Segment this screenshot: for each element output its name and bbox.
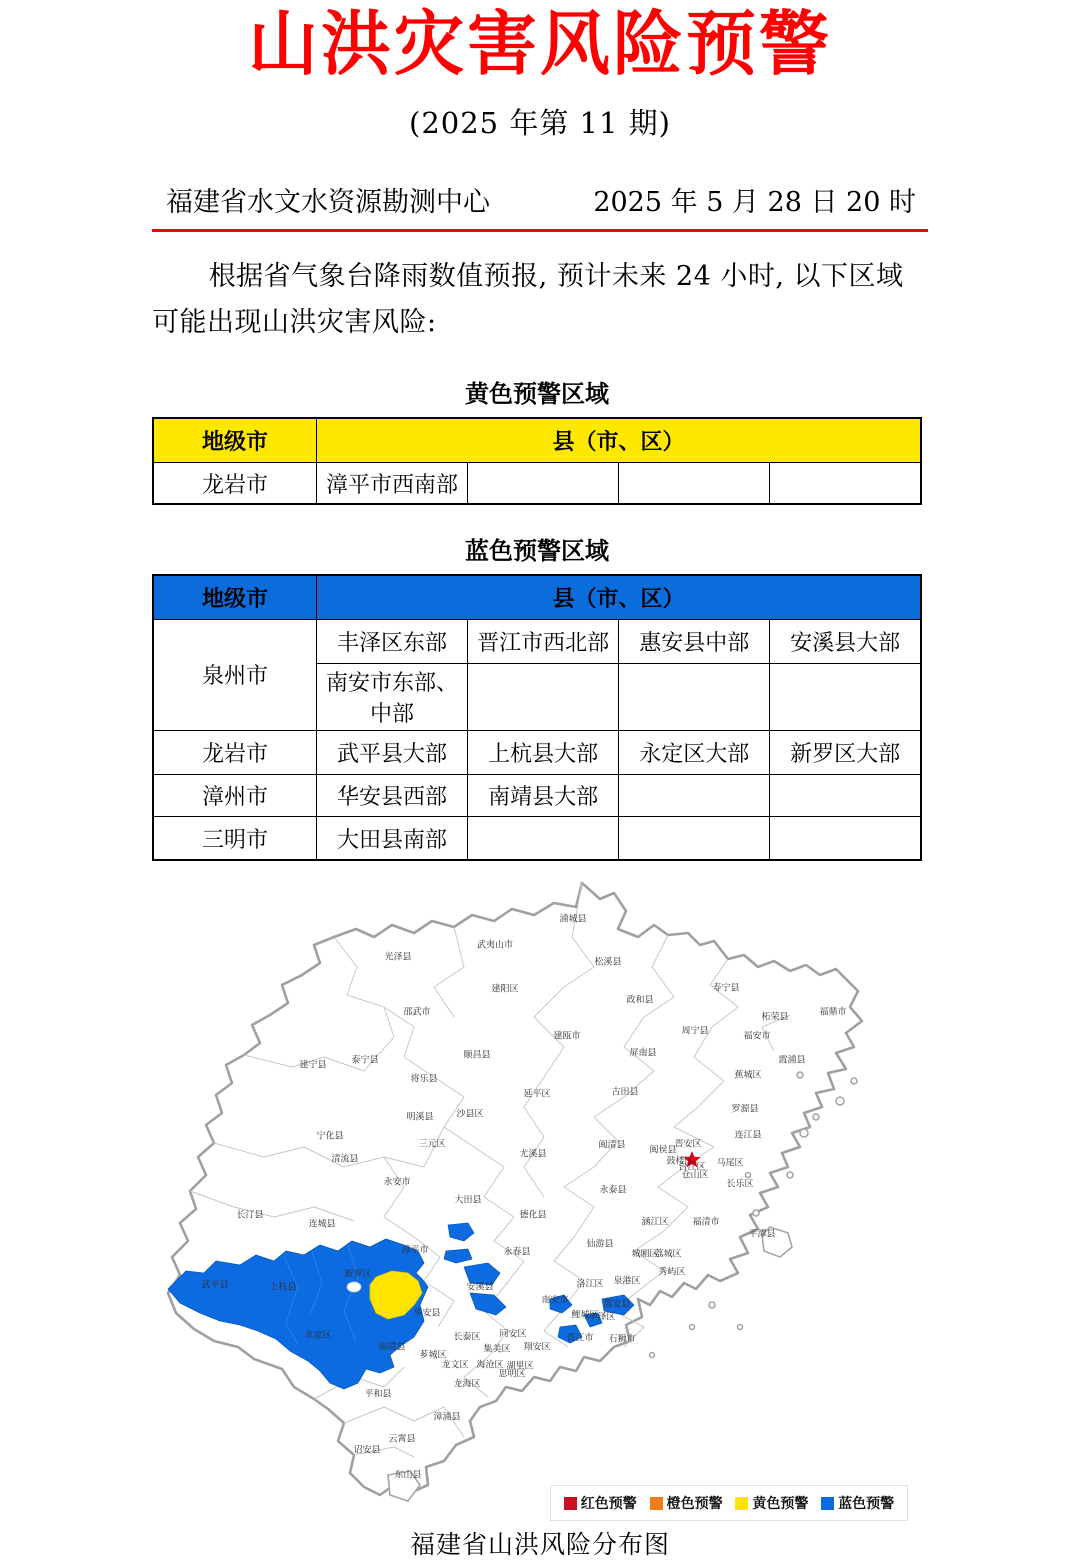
map-county-label: 德化县 bbox=[519, 1210, 547, 1221]
county-cell bbox=[770, 663, 921, 730]
county-cell bbox=[468, 462, 619, 504]
fujian-map bbox=[152, 875, 908, 1523]
map-county-label: 台江区 bbox=[678, 1162, 706, 1173]
county-cell bbox=[770, 462, 921, 504]
map-county-label: 集美区 bbox=[483, 1344, 511, 1355]
legend-item bbox=[650, 1493, 723, 1513]
map-county-label: 顺昌县 bbox=[463, 1050, 491, 1061]
legend-label: 橙色预警 bbox=[666, 1496, 723, 1513]
map-legend bbox=[550, 1485, 908, 1521]
map-county-label: 新罗区 bbox=[344, 1269, 372, 1280]
map-county-label: 永春县 bbox=[503, 1247, 531, 1258]
map-county-label: 丰泽区 bbox=[588, 1312, 616, 1323]
county-cell bbox=[468, 663, 619, 730]
map-county-label: 永安市 bbox=[383, 1177, 411, 1188]
map-county-label: 漳平市 bbox=[401, 1245, 429, 1256]
map-county-label: 芗城区 bbox=[419, 1350, 447, 1361]
map-caption: 福建省山洪风险分布图 bbox=[409, 1530, 670, 1560]
map-county-label: 浦城县 bbox=[559, 914, 587, 925]
map-county-label: 翔安区 bbox=[523, 1342, 551, 1353]
map-svg bbox=[152, 875, 908, 1523]
map-county-label: 城厢区 bbox=[631, 1249, 659, 1260]
map-county-label: 平和县 bbox=[364, 1389, 392, 1400]
map-county-label: 诏安县 bbox=[353, 1445, 381, 1456]
issue-number: (2025 年第 11 期) bbox=[409, 105, 671, 140]
map-county-label: 沙县区 bbox=[456, 1109, 484, 1120]
issue-datetime: 2025 年 5 月 28 日 20 时 bbox=[593, 186, 916, 218]
legend-swatch-icon bbox=[821, 1497, 834, 1510]
map-county-label: 古田县 bbox=[611, 1087, 639, 1098]
county-cell bbox=[619, 816, 770, 860]
map-county-label: 思明区 bbox=[498, 1369, 526, 1380]
map-county-label: 南安市 bbox=[541, 1295, 569, 1306]
map-county-label: 屏南县 bbox=[629, 1048, 657, 1059]
map-county-label: 泉港区 bbox=[613, 1276, 641, 1287]
map-county-label: 湖里区 bbox=[506, 1361, 534, 1372]
map-county-label: 建阳区 bbox=[491, 984, 519, 995]
county-cell: 漳平市西南部 bbox=[317, 462, 468, 504]
county-cell bbox=[619, 774, 770, 816]
legend-label: 蓝色预警 bbox=[838, 1496, 895, 1513]
map-county-label: 福鼎市 bbox=[819, 1007, 847, 1018]
county-cell: 晋江市西北部 bbox=[468, 619, 619, 663]
map-county-label: 政和县 bbox=[626, 995, 654, 1006]
yellow-warning-table bbox=[152, 417, 922, 505]
county-cell: 华安县西部 bbox=[317, 774, 468, 816]
legend-swatch-icon bbox=[564, 1497, 577, 1510]
county-cell: 新罗区大部 bbox=[770, 730, 921, 774]
city-cell: 龙岩市 bbox=[153, 462, 317, 504]
city-cell: 漳州市 bbox=[153, 774, 317, 816]
document-header bbox=[152, 180, 928, 232]
map-county-label: 闽侯县 bbox=[649, 1145, 677, 1156]
legend-swatch-icon bbox=[735, 1497, 748, 1510]
col-header-city: 地级市 bbox=[153, 575, 317, 619]
map-county-label: 长泰区 bbox=[453, 1332, 481, 1343]
blue-warning-table bbox=[152, 574, 922, 861]
map-county-label: 罗源县 bbox=[731, 1104, 759, 1115]
city-cell: 三明市 bbox=[153, 816, 317, 860]
map-county-label: 光泽县 bbox=[384, 952, 412, 963]
map-county-label: 永定区 bbox=[304, 1330, 332, 1341]
map-county-label: 龙文区 bbox=[441, 1360, 469, 1371]
map-county-label: 闽清县 bbox=[598, 1140, 626, 1151]
map-county-label: 明溪县 bbox=[406, 1112, 434, 1123]
map-county-label: 仙游县 bbox=[586, 1239, 614, 1250]
map-county-label: 晋江市 bbox=[566, 1333, 594, 1344]
map-county-label: 秀屿区 bbox=[658, 1267, 686, 1278]
map-county-label: 泰宁县 bbox=[351, 1055, 379, 1066]
map-county-label: 仓山区 bbox=[681, 1170, 709, 1181]
county-cell: 南靖县大部 bbox=[468, 774, 619, 816]
county-cell bbox=[770, 816, 921, 860]
legend-label: 红色预警 bbox=[580, 1496, 637, 1513]
map-county-label: 邵武市 bbox=[403, 1007, 431, 1018]
map-county-label: 宁化县 bbox=[316, 1131, 344, 1142]
col-header-city: 地级市 bbox=[153, 418, 317, 462]
map-county-label: 松溪县 bbox=[594, 957, 622, 968]
county-cell bbox=[468, 816, 619, 860]
county-cell: 大田县南部 bbox=[317, 816, 468, 860]
legend-item bbox=[821, 1493, 894, 1513]
county-cell: 惠安县中部 bbox=[619, 619, 770, 663]
map-county-label: 龙海区 bbox=[453, 1379, 481, 1390]
county-cell: 永定区大部 bbox=[619, 730, 770, 774]
county-cell bbox=[770, 774, 921, 816]
city-cell: 泉州市 bbox=[153, 619, 317, 730]
map-county-label: 长汀县 bbox=[236, 1210, 264, 1221]
map-county-label: 福清市 bbox=[692, 1217, 720, 1228]
map-county-label: 华安县 bbox=[413, 1308, 441, 1319]
map-county-label: 同安区 bbox=[499, 1329, 527, 1340]
legend-swatch-icon bbox=[650, 1497, 663, 1510]
map-county-label: 永泰县 bbox=[599, 1185, 627, 1196]
map-hole-xinluo bbox=[347, 1282, 361, 1292]
county-cell: 丰泽区东部 bbox=[317, 619, 468, 663]
col-header-county: 县（市、区） bbox=[317, 575, 922, 619]
city-cell: 龙岩市 bbox=[153, 730, 317, 774]
map-county-label: 将乐县 bbox=[410, 1074, 438, 1085]
map-county-label: 清流县 bbox=[331, 1154, 359, 1165]
map-county-label: 建宁县 bbox=[299, 1060, 327, 1071]
map-county-label: 福安市 bbox=[743, 1031, 771, 1042]
map-county-label: 上杭县 bbox=[269, 1282, 297, 1293]
map-county-label: 云霄县 bbox=[388, 1434, 416, 1445]
map-county-label: 蕉城区 bbox=[734, 1070, 762, 1081]
blue-table-title: 蓝色预警区域 bbox=[465, 536, 609, 566]
map-county-label: 惠安县 bbox=[603, 1299, 631, 1310]
map-county-label: 尤溪县 bbox=[519, 1149, 547, 1160]
intro-paragraph: 根据省气象台降雨数值预报, 预计未来 24 小时, 以下区域可能出现山洪灾害风险: bbox=[152, 260, 904, 338]
map-county-label: 海沧区 bbox=[476, 1360, 504, 1371]
legend-item bbox=[735, 1493, 808, 1513]
legend-label: 黄色预警 bbox=[752, 1496, 809, 1513]
map-county-label: 石狮市 bbox=[608, 1334, 636, 1345]
map-county-label: 连城县 bbox=[308, 1219, 336, 1230]
map-county-label: 武夷山市 bbox=[476, 940, 514, 951]
map-county-label: 柘荣县 bbox=[761, 1012, 789, 1023]
map-county-label: 武平县 bbox=[201, 1280, 229, 1291]
map-county-label: 晋安区 bbox=[674, 1139, 702, 1150]
map-county-label: 安溪县 bbox=[466, 1282, 494, 1293]
map-county-label: 荔城区 bbox=[654, 1249, 682, 1260]
map-county-label: 连江县 bbox=[734, 1130, 762, 1141]
map-county-label: 大田县 bbox=[454, 1195, 482, 1206]
page-title: 山洪灾害风险预警 bbox=[248, 2, 832, 85]
map-county-label: 长乐区 bbox=[726, 1179, 754, 1190]
map-county-label: 霞浦县 bbox=[778, 1055, 806, 1066]
map-county-label: 漳浦县 bbox=[433, 1412, 461, 1423]
county-cell bbox=[619, 462, 770, 504]
map-county-label: 建瓯市 bbox=[553, 1031, 581, 1042]
agency-name: 福建省水文水资源勘测中心 bbox=[166, 186, 490, 218]
map-county-label: 三元区 bbox=[418, 1139, 446, 1150]
fujian-outline bbox=[168, 883, 862, 1495]
map-county-label: 鲤城区 bbox=[571, 1310, 599, 1321]
map-county-label: 马尾区 bbox=[716, 1158, 744, 1169]
map-county-label: 鼓楼区 bbox=[666, 1156, 694, 1167]
map-county-label: 平潭县 bbox=[748, 1229, 776, 1240]
map-county-label: 南靖县 bbox=[378, 1342, 406, 1353]
map-county-label: 洛江区 bbox=[576, 1279, 604, 1290]
county-cell bbox=[619, 663, 770, 730]
county-cell: 安溪县大部 bbox=[770, 619, 921, 663]
county-cell: 武平县大部 bbox=[317, 730, 468, 774]
county-cell: 南安市东部、中部 bbox=[317, 663, 468, 730]
county-cell: 上杭县大部 bbox=[468, 730, 619, 774]
map-county-label: 涵江区 bbox=[641, 1217, 669, 1228]
map-county-label: 寿宁县 bbox=[712, 983, 740, 994]
legend-item bbox=[564, 1493, 637, 1513]
map-county-label: 周宁县 bbox=[681, 1026, 709, 1037]
yellow-table-title: 黄色预警区域 bbox=[465, 379, 609, 409]
col-header-county: 县（市、区） bbox=[317, 418, 922, 462]
map-county-label: 延平区 bbox=[523, 1089, 551, 1100]
map-county-label: 东山县 bbox=[394, 1470, 422, 1481]
